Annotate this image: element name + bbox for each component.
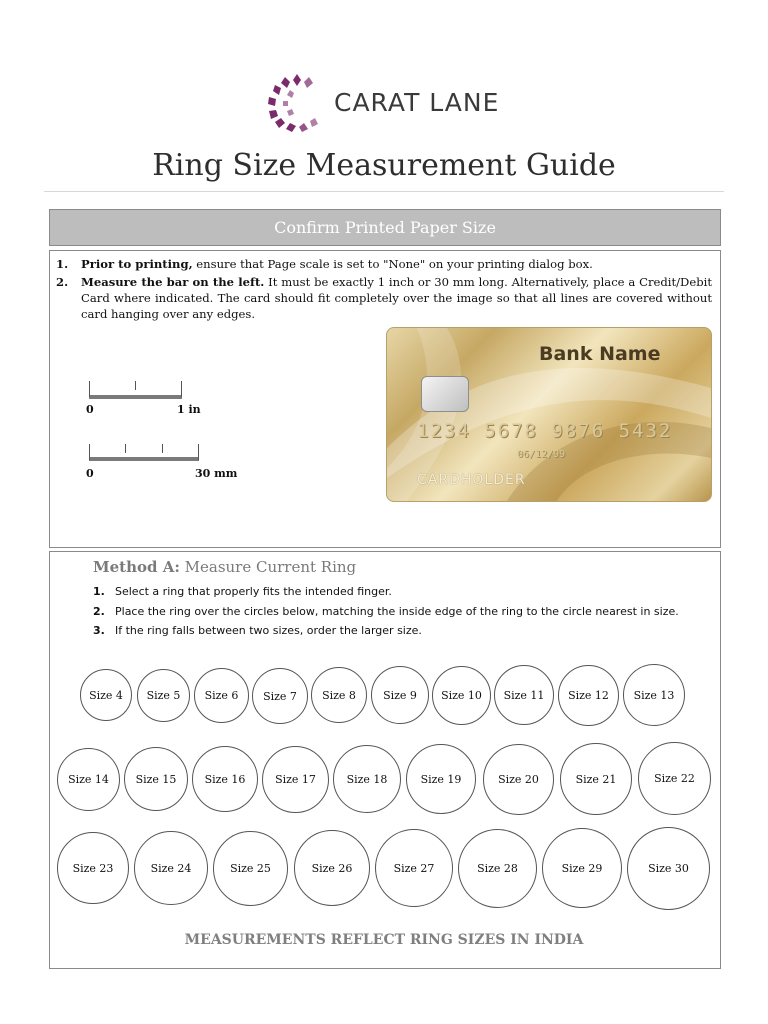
step-text: [81, 274, 712, 322]
ring-size-circle: Size 12: [558, 665, 619, 726]
step-number: 2.: [56, 275, 69, 289]
step-bold: Measure the bar on the left.: [81, 275, 265, 289]
step-text: Place the ring over the circles below, matching the inside edge of the ring to the circle nearest in size.: [115, 604, 679, 618]
step-text: If the ring falls between two sizes, order the larger size.: [115, 624, 422, 637]
mm-ruler-end: 30 mm: [195, 467, 238, 480]
method-step: [93, 621, 713, 641]
ring-size-circle: Size 4: [80, 669, 132, 721]
footer-note: MEASUREMENTS REFLECT RING SIZES IN INDIA: [184, 932, 584, 948]
ring-size-circle: Size 6: [194, 668, 249, 723]
ring-size-circle: Size 11: [494, 665, 554, 725]
step-bold: Prior to printing,: [81, 257, 193, 271]
ring-size-circle: Size 29: [542, 828, 622, 908]
brand-logo: [266, 72, 506, 138]
ruler-tick: [135, 381, 136, 390]
ring-size-circle: Size 25: [213, 831, 288, 906]
step-text: [81, 256, 712, 272]
ring-size-circle: Size 30: [627, 827, 710, 910]
ring-size-circle: Size 15: [124, 747, 188, 811]
brand-name: CARAT LANE: [334, 88, 500, 117]
ring-size-circle: Size 17: [262, 746, 329, 813]
ring-size-circle: Size 13: [623, 664, 685, 726]
card-holder: CARDHOLDER: [417, 472, 526, 488]
ruler-tick: [181, 381, 182, 397]
card-chip-icon: [421, 376, 469, 412]
ring-size-circle: Size 24: [134, 831, 208, 905]
ring-size-circle: Size 9: [371, 666, 429, 724]
card-expiry: 06/12/99: [517, 449, 566, 460]
step-text: Select a ring that properly fits the intended finger.: [115, 585, 392, 598]
ring-size-circle: Size 28: [458, 829, 537, 908]
print-step: [56, 256, 712, 272]
step-body: ensure that Page scale is set to "None" on your printing dialog box.: [192, 257, 593, 271]
ruler-tick: [162, 444, 163, 453]
method-title: [93, 558, 356, 576]
print-step: [56, 274, 712, 322]
method-step: [93, 582, 713, 602]
inch-ruler-end: 1 in: [177, 403, 201, 416]
step-number: 3.: [93, 624, 105, 637]
method-step: [93, 602, 713, 622]
carat-lane-logo-icon: [266, 72, 328, 134]
ruler-tick: [89, 444, 90, 460]
ruler-tick: [125, 444, 126, 453]
ring-size-circle: Size 8: [311, 667, 367, 723]
ring-size-circle: Size 26: [294, 830, 370, 906]
step-body: It must be exactly 1 inch or 30 mm long. Alternatively, place a Credit/Debit Card where indicated. The card should fit completely over the image so that all lines are covered without card hanging over any edges.: [81, 275, 712, 321]
card-number: 1234 5678 9876 5432: [417, 420, 673, 442]
ring-size-circle: Size 18: [333, 745, 401, 813]
ring-size-circle: Size 14: [57, 748, 120, 811]
ring-size-circle: Size 27: [375, 829, 453, 907]
paper-size-banner: Confirm Printed Paper Size: [49, 209, 721, 246]
ring-size-circle: Size 16: [192, 746, 258, 812]
ring-size-circle: Size 19: [406, 744, 476, 814]
mm-ruler-start: 0: [86, 467, 94, 480]
ring-size-circle: Size 21: [560, 743, 632, 815]
step-number: 1.: [56, 257, 69, 271]
inch-ruler-start: 0: [86, 403, 94, 416]
credit-card-image: [386, 327, 712, 502]
method-prefix: Method A:: [93, 558, 180, 576]
ring-size-circle: Size 5: [137, 669, 190, 722]
card-bank-name: Bank Name: [539, 343, 661, 365]
method-name: Measure Current Ring: [179, 558, 357, 576]
ruler-tick: [198, 444, 199, 460]
step-number: 1.: [93, 585, 105, 598]
ring-size-circle: Size 10: [432, 666, 491, 725]
ring-size-circle: Size 7: [252, 668, 308, 724]
step-number: 2.: [93, 604, 105, 618]
title-divider: [44, 191, 724, 192]
ring-size-circle: Size 20: [483, 744, 554, 815]
mm-ruler-bar: [89, 457, 199, 461]
ring-size-circle: Size 22: [638, 742, 711, 815]
print-steps: [56, 256, 712, 324]
ruler-tick: [89, 381, 90, 397]
ring-size-circle: Size 23: [57, 832, 129, 904]
inch-ruler-bar: [89, 395, 182, 399]
method-steps: [93, 582, 713, 641]
page-title: Ring Size Measurement Guide: [152, 148, 616, 183]
